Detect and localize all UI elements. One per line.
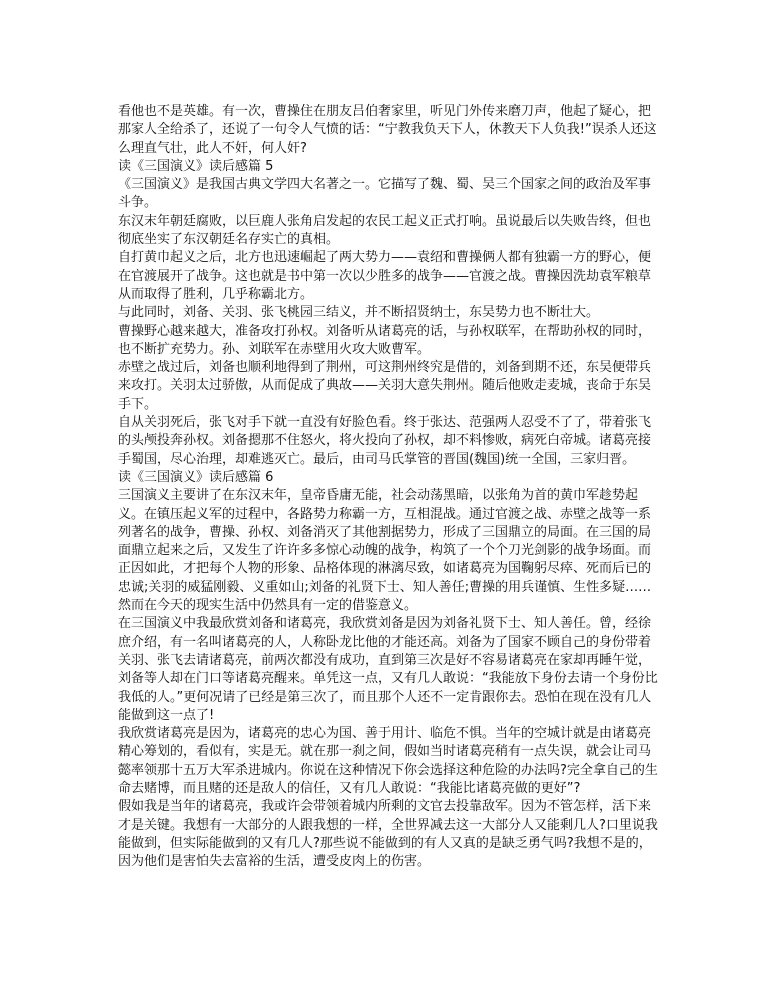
paragraph: 假如我是当年的诸葛亮，我或许会带领着城内所剩的文官去投靠敌军。因为不管怎样，活下来才是关键。我想有一大部分的人跟我想的一样，全世界减去这一大部分人又能剩几人?口里说我能做到，但实际能做到的又有几人?那些说不能做到的有人又真的是缺乏勇气吗?我想不是的，因为他们是害怕失去富裕的生活，遭受皮肉上的伤害。 <box>118 799 658 870</box>
paragraph: 看他也不是英雄。有一次，曹操住在朋友吕伯奢家里，听见门外传来磨刀声，他起了疑心，把那家人全给杀了，还说了一句令人气愤的话：“宁教我负天下人，休教天下人负我!”误杀人还这么理直气壮，此人不奸，何人奸? <box>118 104 657 156</box>
paragraph: 赤壁之战过后，刘备也顺利地得到了荆州，可这荆州终究是借的，刘备到期不还，东吴便带兵来攻打。关羽太过骄傲，从而促成了典故——关羽大意失荆州。随后他败走麦城，丧命于东吴手下。 <box>118 360 652 412</box>
document-body <box>118 103 663 871</box>
section-heading: 读《三国演义》读后感篇 6 <box>118 469 274 485</box>
paragraph: 三国演义主要讲了在东汉末年，皇帝昏庸无能，社会动荡黑暗，以张角为首的黄巾军趁势起义。在镇压起义军的过程中，各路势力称霸一方，互相混战。通过官渡之战、赤壁之战等一系列著名的战争，曹操、孙权、刘备消灭了其他割据势力，形成了三国鼎立的局面。在三国的局面鼎立起来之后，又发生了许许多多惊心动魄的战争，构筑了一个个刀光剑影的战争场面。而正因如此，才把每个人物的形象、品格体现的淋漓尽致，如诸葛亮为国鞠躬尽瘁、死而后已的忠诚;关羽的威猛刚毅、义重如山;刘备的礼贤下士、知人善任;曹操的用兵谨慎、生性多疑……然而在今天的现实生活中仍然具有一定的借鉴意义。 <box>118 488 652 614</box>
paragraph: 与此同时，刘备、关羽、张飞桃园三结义，并不断招贤纳士，东吴势力也不断壮大。 <box>118 305 600 321</box>
paragraph: 东汉末年朝廷腐败，以巨鹿人张角启发起的农民工起义正式打响。虽说最后以失败告终，但也彻底坐实了东汉朝廷名存实亡的真相。 <box>118 213 652 248</box>
paragraph: 《三国演义》是我国古典文学四大名著之一。它描写了魏、蜀、吴三个国家之间的政治及军事斗争。 <box>118 177 652 211</box>
paragraph: 我欣赏诸葛亮是因为，诸葛亮的忠心为国、善于用计、临危不惧。当年的空城计就是由诸葛亮精心筹划的，看似有，实是无。就在那一刹之间，假如当时诸葛亮稍有一点失误，就会让司马懿率领那十五万大军杀进城内。你说在这种情况下你会选择这种危险的办法吗?完全拿自己的生命去赌博，而且赌的还是敌人的信任，又有几人敢说：“我能比诸葛亮做的更好”? <box>118 726 658 796</box>
paragraph: 自从关羽死后，张飞对手下就一直没有好脸色看。终于张达、范强两人忍受不了了，带着张飞的头颅投奔孙权。刘备摁那不住怒火，将火投向了孙权，却不料惨败，病死白帝城。诸葛亮接手蜀国，尽心治理，却难逃灭亡。最后，由司马氏掌管的晋国(魏国)统一全国，三家归晋。 <box>118 415 652 467</box>
paragraph: 自打黄巾起义之后，北方也迅速崛起了两大势力——袁绍和曹操俩人都有独霸一方的野心，便在官渡展开了战争。这也就是书中第一次以少胜多的战争——官渡之战。曹操因洗劫袁军粮草从而取得了胜利，几乎称霸北方。 <box>118 250 652 302</box>
section-heading: 读《三国演义》读后感篇 5 <box>118 158 274 174</box>
paragraph: 在三国演义中我最欣赏刘备和诸葛亮，我欣赏刘备是因为刘备礼贤下士、知人善任。曾，经徐庶介绍，有一名叫诸葛亮的人，人称卧龙比他的才能还高。刘备为了国家不顾自己的身份带着关羽、张飞去请诸葛亮，前两次都没有成功，直到第三次是好不容易诸葛亮在家却再睡午觉，刘备等人却在门口等诸葛亮醒来。单凭这一点，又有几人敢说：“我能放下身份去请一个身份比我低的人。”更何况请了已经是第三次了，而且那个人还不一定肯跟你去。恐怕在现在没有几人能做到这一点了! <box>118 616 658 723</box>
paragraph: 曹操野心越来越大，准备攻打孙权。刘备听从诸葛亮的话，与孙权联军，在帮助孙权的同时，也不断扩充势力。孙、刘联军在赤壁用火攻大败曹军。 <box>118 323 652 357</box>
